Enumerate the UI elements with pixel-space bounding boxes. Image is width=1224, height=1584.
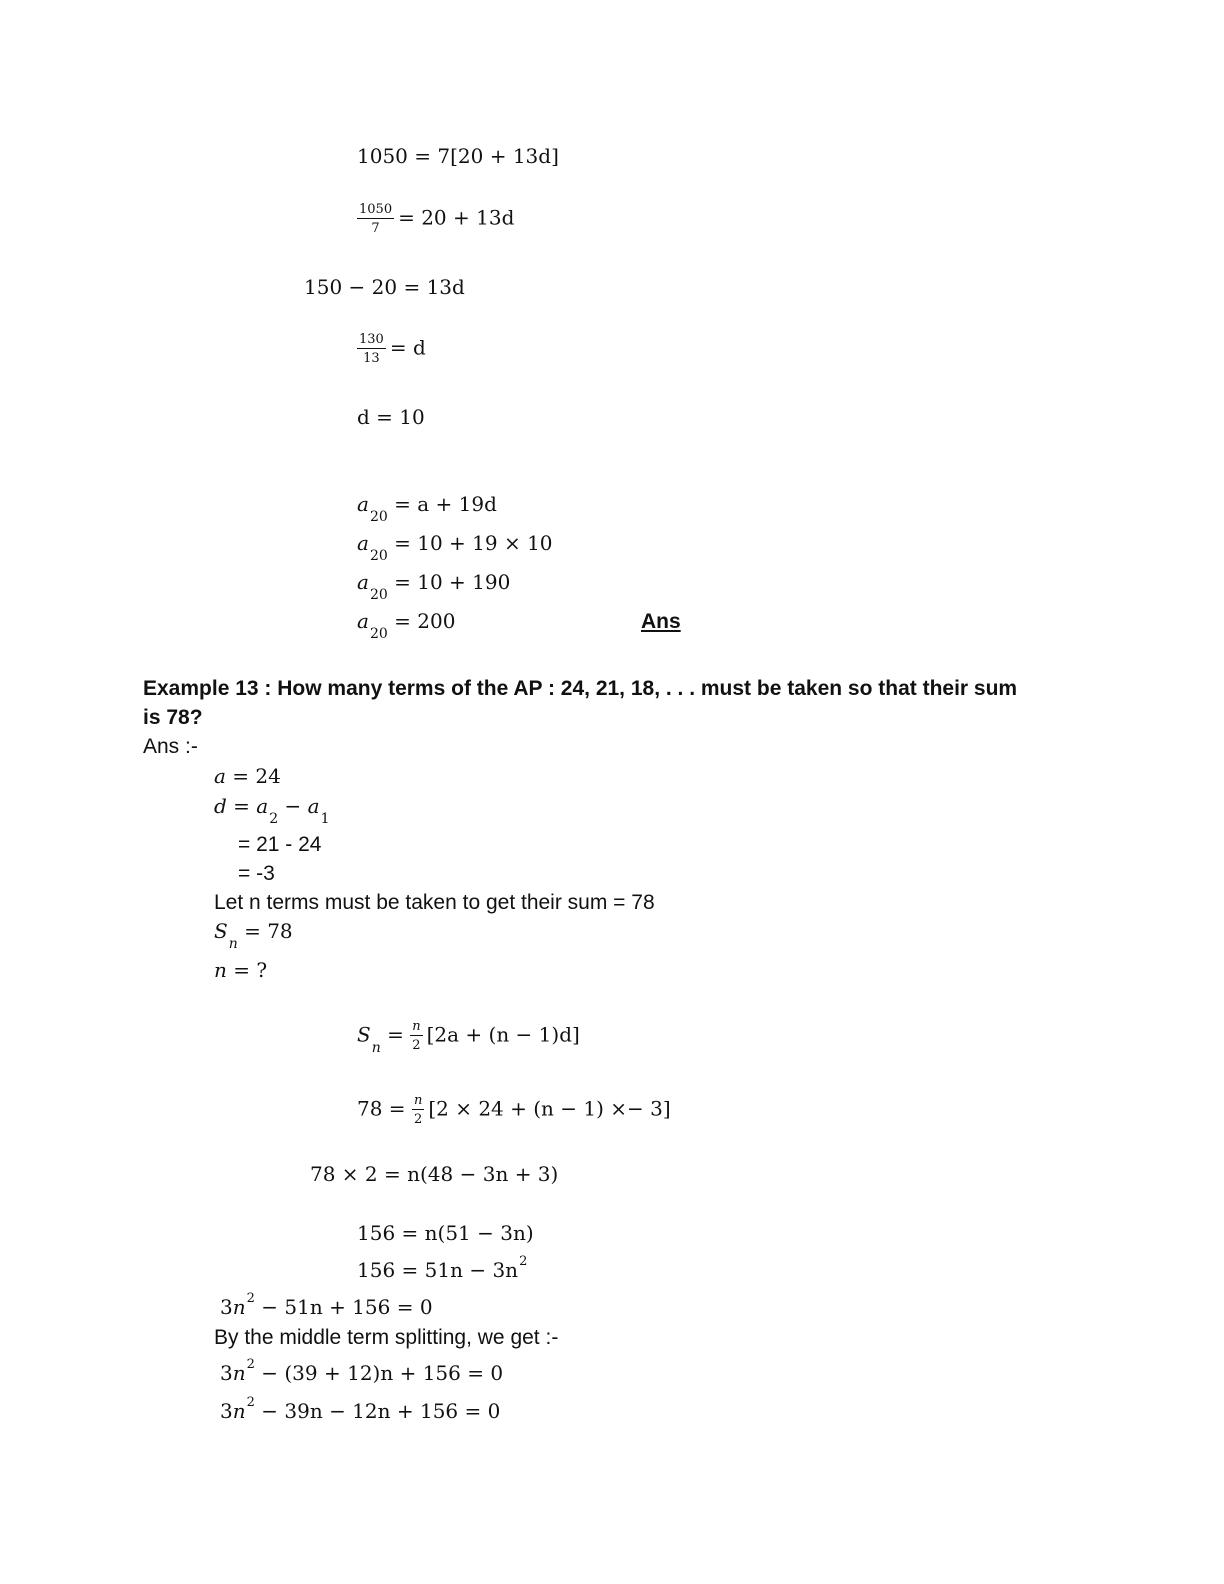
equation-a20-line-4: $a_{20} = 200$ (357, 609, 456, 642)
splitting-statement: By the middle term splitting, we get :- (214, 1326, 559, 1349)
fraction: $\frac{n}{2}$ (412, 1019, 421, 1053)
equation-fraction-1050-over-7: $\frac{1050}{7}$ = 20 + 13d (359, 202, 515, 236)
equation-step-5: $156 = 51n - 3n^2$ (357, 1254, 528, 1282)
equation-step-3: 78 × 2 = n(48 − 3n + 3) (310, 1162, 559, 1186)
equation-sn-equals-78: $S_n = 78$ (214, 919, 293, 952)
equation-step-4: 156 = n(51 − 3n) (357, 1221, 534, 1245)
equation-substitution: 78 = $\frac{n}{2}$ [2 × 24 + (n − 1) ×− 3] (357, 1093, 671, 1127)
equation-a20-line-1: $a_{20} = a + 19d$ (357, 492, 497, 525)
let-statement: Let n terms must be taken to get their sum = 78 (214, 891, 655, 914)
equation-split-1: $3n^2 - (39 + 12)n + 156 = 0$ (220, 1357, 504, 1385)
equation-1050: 1050 = 7[20 + 13d] (357, 144, 559, 168)
equation-fraction-130-over-13: $\frac{130}{13}$ = d (359, 332, 426, 366)
fraction: $\frac{130}{13}$ (359, 332, 384, 366)
example-13-question-line-2: is 78? (143, 706, 203, 729)
equation-d-definition: $d = a_2 - a_1$ (214, 794, 330, 827)
equation-quadratic: $3n^2 - 51n + 156 = 0$ (220, 1291, 433, 1319)
fraction: $\frac{n}{2}$ (413, 1093, 423, 1127)
equation-a20-line-3: $a_{20} = 10 + 190$ (357, 570, 511, 603)
answer-label: Ans (641, 610, 681, 633)
equation-sum-formula: $S_n$ = $\frac{n}{2}$ [2a + (n − 1)d] (357, 1019, 580, 1056)
d-calc-line-3: = -3 (238, 862, 275, 885)
ans-heading: Ans :- (143, 735, 198, 758)
equation-150-minus-20: 150 − 20 = 13d (304, 275, 465, 299)
d-calc-line-2: = 21 - 24 (238, 833, 322, 856)
fraction: $\frac{1050}{7}$ (359, 202, 393, 236)
equation-d-equals-10: d = 10 (357, 405, 425, 429)
equation-split-2: $3n^2 - 39n - 12n + 156 = 0$ (220, 1395, 501, 1423)
equation-n-unknown: n = ? (214, 958, 268, 982)
equation-a-equals-24: a = 24 (214, 764, 281, 788)
example-13-question-line-1: Example 13 : How many terms of the AP : 24, 21, 18, . . . must be taken so that their sum (143, 677, 1018, 700)
equation-a20-line-2: $a_{20} = 10 + 19 \times 10$ (357, 531, 553, 564)
